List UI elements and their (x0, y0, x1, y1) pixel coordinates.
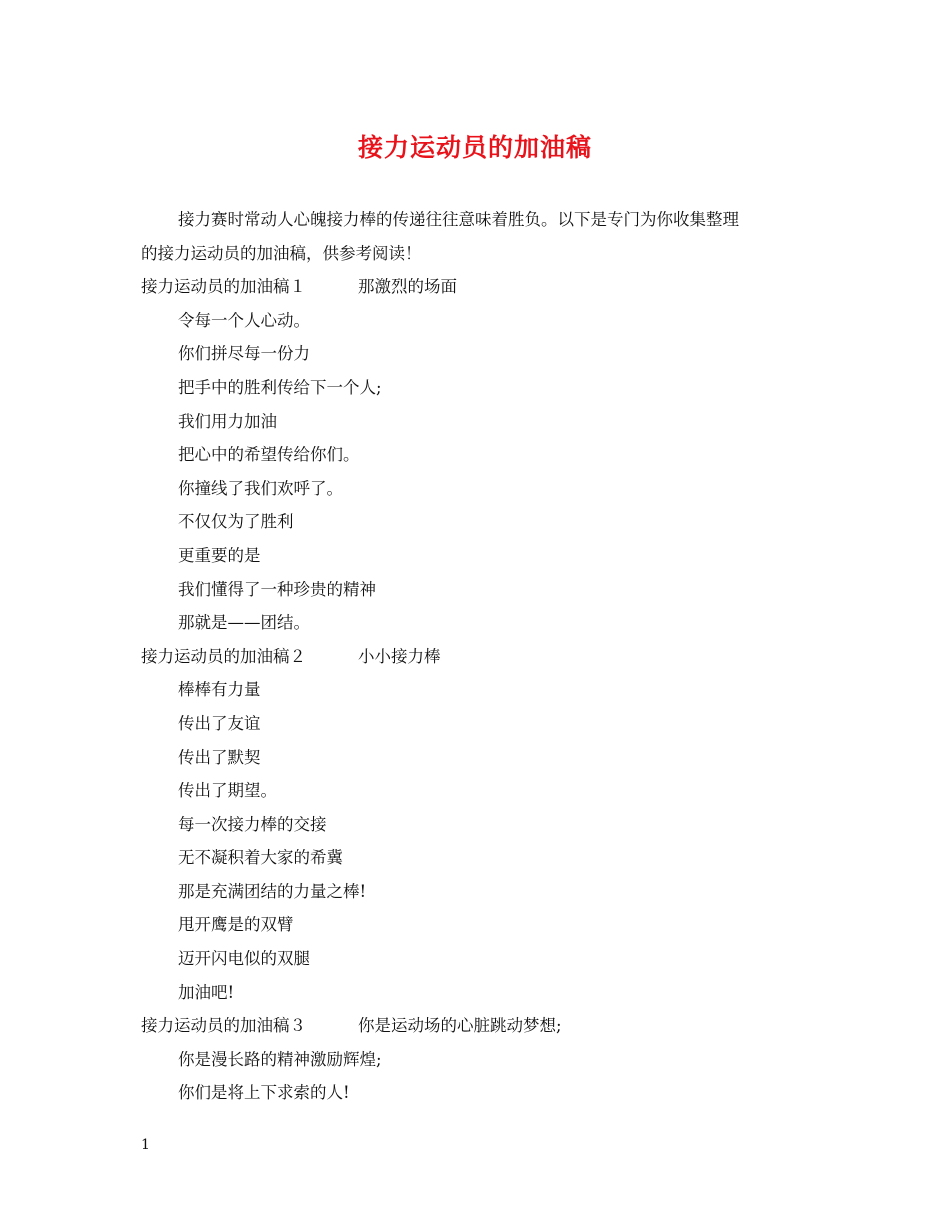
poem-line: 甩开鹰是的双臂 (178, 915, 294, 935)
poem-line: 把手中的胜利传给下一个人; (178, 377, 382, 397)
section-3 (141, 1009, 821, 1110)
poem-line: 每一次接力棒的交接 (178, 814, 327, 834)
poem-line: 你是运动场的心脏跳动梦想; (358, 1016, 562, 1036)
section-heading: 接力运动员的加油稿３ (141, 1016, 306, 1036)
section-heading: 接力运动员的加油稿１ (141, 277, 306, 297)
poem-line: 小小接力棒 (358, 646, 441, 666)
section-heading-row (141, 1009, 821, 1043)
section-2 (141, 640, 821, 1010)
poem-line: 加油吧! (178, 982, 235, 1002)
section-heading-row (141, 640, 821, 674)
poem-line: 我们用力加油 (178, 411, 277, 431)
poem-line: 更重要的是 (178, 545, 261, 565)
poem-line: 那就是——团结。 (178, 613, 310, 633)
poem-line: 那是充满团结的力量之棒! (178, 881, 367, 901)
poem-line: 传出了友谊 (178, 713, 261, 733)
poem-line: 把心中的希望传给你们。 (178, 445, 360, 465)
poem-line: 我们懂得了一种珍贵的精神 (178, 579, 376, 599)
document-title: 接力运动员的加油稿 (357, 133, 592, 162)
section-1 (141, 270, 821, 640)
intro-line: 接力赛时常动人心魄接力棒的传递往往意味着胜负。以下是专门为你收集整理 (178, 210, 739, 229)
intro-line: 的接力运动员的加油稿，供参考阅读！ (141, 243, 422, 263)
poem-line: 棒棒有力量 (178, 680, 261, 700)
poem-line: 你是漫长路的精神激励辉煌; (178, 1049, 382, 1069)
poem-line: 不仅仅为了胜利 (178, 512, 294, 532)
poem-line: 那激烈的场面 (358, 277, 457, 297)
poem-line: 你们是将上下求索的人! (178, 1083, 350, 1103)
poem-line: 你们拼尽每一份力 (178, 344, 310, 364)
poem-line: 传出了默契 (178, 747, 261, 767)
page-number: 1 (141, 1137, 150, 1153)
poem-line: 传出了期望。 (178, 781, 277, 801)
poem-line: 无不凝积着大家的希冀 (178, 848, 343, 868)
poem-line: 令每一个人心动。 (178, 310, 310, 330)
document-body (141, 203, 821, 1110)
intro-paragraph (141, 203, 821, 270)
poem-line: 你撞线了我们欢呼了。 (178, 478, 343, 498)
section-heading: 接力运动员的加油稿２ (141, 646, 306, 666)
poem-line: 迈开闪电似的双腿 (178, 949, 310, 969)
section-heading-row (141, 270, 821, 304)
